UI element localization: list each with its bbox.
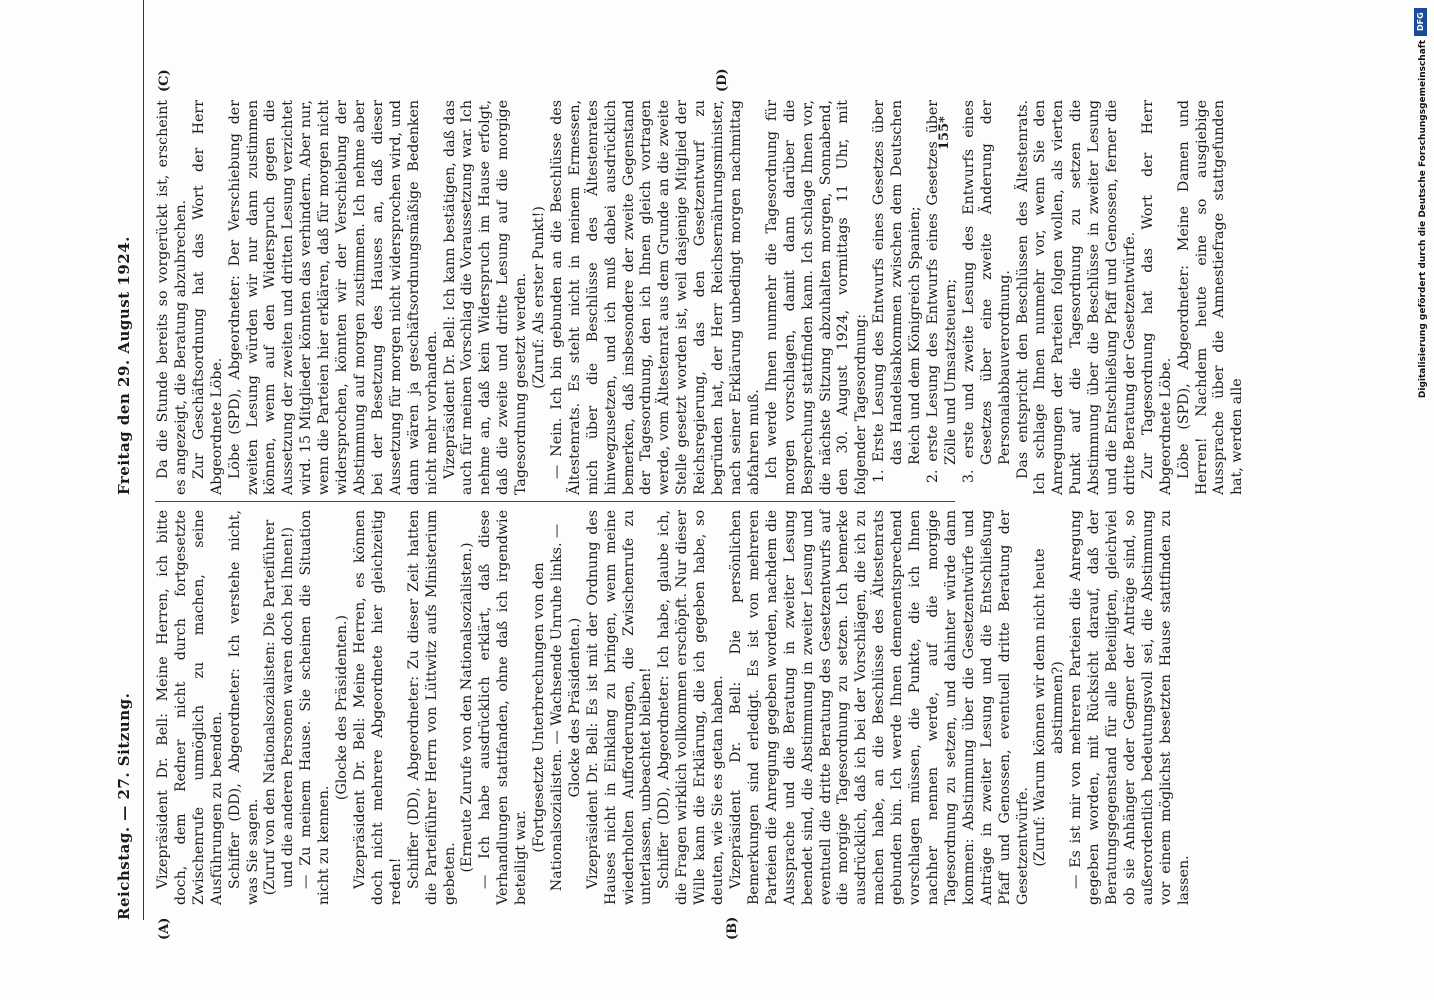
paragraph: Löbe (SPD), Abgeordneter: Der Verschiebung der zweiten Lesung würden wir nur dann zustimmen können, wenn auf den Widerspruch gegen die Aussetzung der zweiten und dritten Lesung verzichtet wird. 15 Mitglieder könnten das verhindern. Aber nur, wenn die Parteien hier erklären, daß für morgen nicht widersprochen, könnten wir der Verschiebung der Abstimmung auf morgen zustimmen. Ich nehme aber bei der Besetzung des Hauses an, daß dieser Aussetzung für morgen nicht widersprochen wird, und dann wären ja geschäftsordnungsmäßige Bedenken nicht mehr vorhanden. <box>226 100 440 495</box>
page-header <box>115 0 139 920</box>
dfg-logo: DFG <box>1414 8 1427 36</box>
paragraph: 3. erste und zweite Lesung des Entwurfs eines Gesetzes über eine zweite Änderung der Personalabbauverordnung. <box>960 100 1013 483</box>
paragraph: (Zuruf: Warum können wir denn nicht heute abstimmen?) <box>1032 548 1067 867</box>
paragraph: (Glocke des Präsidenten.) <box>334 614 351 801</box>
paragraph: Schiffer (DD), Abgeordneter: Ich verstehe nicht, was Sie sagen. <box>226 510 261 905</box>
paragraph: 2. erste Lesung des Entwurfs eines Gesetzes über Zölle und Umsatzsteuern; <box>924 100 959 483</box>
paragraph: — Ich habe ausdrücklich erklärt, daß diese Verhandlungen stattfanden, ohne daß ich irgendwie beteiligt war. <box>477 510 530 905</box>
paragraph: — Nein. Ich bin gebunden an die Beschlüsse des Ältestenrats. Es steht nicht in meinem Ermessen, mich über die Beschlüsse des Ältestenrates hinwegzusetzen, und ich muß dabei ausdrücklich bemerken, daß insbesondere der zweite Gegenstand der Tagesordnung, den ich Ihnen gleich vortragen werde, vom Ältestenrat aus dem Grunde an die zweite Stelle gesetzt worden ist, weil dasjenige Mitglied der Reichsregierung, das den Gesetzentwurf zu begründen hat, der Herr Reichsernährungsminister, nach seiner Erklärung unbedingt morgen nachmittag abfahren muß. <box>548 100 762 495</box>
paragraph: Vizepräsident Dr. Bell: Es ist mit der Ordnung des Hauses nicht in Einklang zu bringen, wenn meine wiederholten Aufforderungen, die Zwischenrufe zu unterlassen, unbeachtet bleiben! <box>584 510 655 905</box>
rotated-page-content <box>115 68 1355 940</box>
paragraph: Ich werde Ihnen nunmehr die Tagesordnung für morgen vorschlagen, damit dann darüber die Besprechung stattfinden kann. Ich schlage Ihnen vor, die nächste Sitzung abzuhalten morgen, Sonnabend, den 30. August 1924, vormittags 11 Uhr, mit folgender Tagesordnung: <box>763 100 870 495</box>
side-strip <box>1408 0 1434 1000</box>
paragraph: Löbe (SPD), Abgeordneter: Meine Damen und Herren! Nachdem heute eine so ausgiebige Aussprache über die Amnestiefrage stattgefunden hat, werden alle <box>1175 100 1246 495</box>
paragraph: — Zu meinem Hause. Sie scheinen die Situation nicht zu kennen. <box>298 510 333 905</box>
paragraph: Vizepräsident Dr. Bell: Die persönlichen Bemerkungen sind erledigt. Es ist von mehreren Parteien die Anregung gegeben worden, nachdem die Aussprache und die Beratung in zweiter Lesung beendet sind, die Abstimmung in zweiter Lesung und eventuell die dritte Beratung des Gesetzentwurfs auf die morgige Tagesordnung zu setzen. Ich bemerke ausdrücklich, daß ich bei der Vorschlägen, die ich zu machen habe, an die Beschlüsse des Ältestenrats gebunden bin. Ich werde Ihnen demenentsprechend vorschlagen müssen, die Punkte, die ich Ihnen nachher nennen werde, auf die morgige Tagesordnung zu setzen, und dahinter würde dann kommen: Abstimmung über die Gesetzentwürfe und Anträge in zweiter Lesung und die Entschließung Pfaff und Genossen, eventuell dritte Beratung der Gesetzentwürfe. <box>728 510 1031 905</box>
margin-letter-d: (D) <box>715 68 730 92</box>
column-divider <box>155 501 955 502</box>
paragraph: (Erneute Zurufe von den Nationalsozialisten.) <box>459 542 476 873</box>
right-column <box>155 100 1246 495</box>
paragraph: Schiffer (DD), Abgeordneter: Zu dieser Zeit hatten die Parteiführer Herrn von Lüttwitz aufs Ministerium gebeten. <box>405 510 458 905</box>
margin-letter-b: (B) <box>725 916 740 940</box>
digitization-note: Digitalisierung gefördert durch die Deutsche Forschungsgemeinschaft <box>1418 40 1428 399</box>
margin-letter-c: (C) <box>157 69 172 92</box>
signature-mark: 155* <box>937 116 952 150</box>
paragraph: Zur Geschäftsordnung hat das Wort der Herr Abgeordnete Löbe. <box>190 100 225 495</box>
paragraph: Schiffer (DD), Abgeordneter: Ich habe, glaube ich, die Fragen wirklich vollkommen erschöpft. Nur dieser Wille kann die Erklärung, die ich gegeben habe, so deuten, wie Sie es getan haben. <box>656 510 727 905</box>
paragraph: Vizepräsident Dr. Bell: Meine Herren, ich bitte doch, dem Redner nicht durch fortgesetzte Zwischenrufe unmöglich zu machen, seine Ausführungen zu beenden. <box>155 510 225 905</box>
paragraph: Zur Tagesordnung hat das Wort der Herr Abgeordnete Löbe. <box>1139 100 1174 495</box>
paragraph: (Zuruf von den Nationalsozialisten: Die Parteiführer und die anderen Personen waren doch bei Ihnen!) <box>262 519 297 896</box>
paragraph: (Fortgesetzte Unterbrechungen von den Nationalsozialisten. — Wachsende Unruhe links. — Glocke des Präsidenten.) <box>531 523 583 892</box>
header-left: Reichstag. — 27. Sitzung. <box>115 692 133 920</box>
paragraph: Vizepräsident Dr. Bell: Meine Herren, es können doch nicht mehrere Abgeordnete hier gleichzeitig reden! <box>351 510 404 905</box>
left-column <box>155 510 1192 905</box>
paragraph: (Zuruf: Als erster Punkt!) <box>531 206 548 389</box>
paragraph: Da die Stunde bereits so vorgerückt ist, erscheint es angezeigt, die Beratung abzubrechen. <box>155 100 189 495</box>
paragraph: Das entspricht den Beschlüssen des Ältestenrats. Ich schlage Ihnen nunmehr vor, wenn Sie den Anregungen der Parteien folgen wollen, als vierten Punkt auf die Tagesordnung zu setzen die Abstimmung über die Beschlüsse in zweiter Lesung und die Entschließung Pfaff und Genossen, ferner die dritte Beratung der Gesetzentwürfe. <box>1014 100 1138 495</box>
paragraph: — Es ist mir von mehreren Parteien die Anregung gegeben worden, mit Rücksicht darauf, daß der Beratungsgegenstand für alle Beteiligten, gleichviel ob sie Anhänger oder Gegner der Anträge sind, so außerordentlich bedeutungsvoll sei, die Abstimmung vor einem möglichst besetzten Hause stattfinden zu lassen. <box>1068 510 1192 905</box>
header-rule <box>143 0 144 920</box>
paragraph: Vizepräsident Dr. Bell: Ich kann bestätigen, daß das auch für meinen Vorschlag die Voraussetzung war. Ich nehme an, daß kein Widerspruch im Hause erfolgt, daß die zweite und dritte Lesung auf die morgige Tagesordnung gesetzt werden. <box>441 100 530 495</box>
paragraph: 1. Erste Lesung des Entwurfs eines Gesetzes über das Handelsabkommen zwischen dem Deutschen Reich und dem Königreich Spanien; <box>871 100 924 483</box>
header-center: Freitag den 29. August 1924. <box>115 236 133 495</box>
margin-letter-a: (A) <box>157 917 172 940</box>
